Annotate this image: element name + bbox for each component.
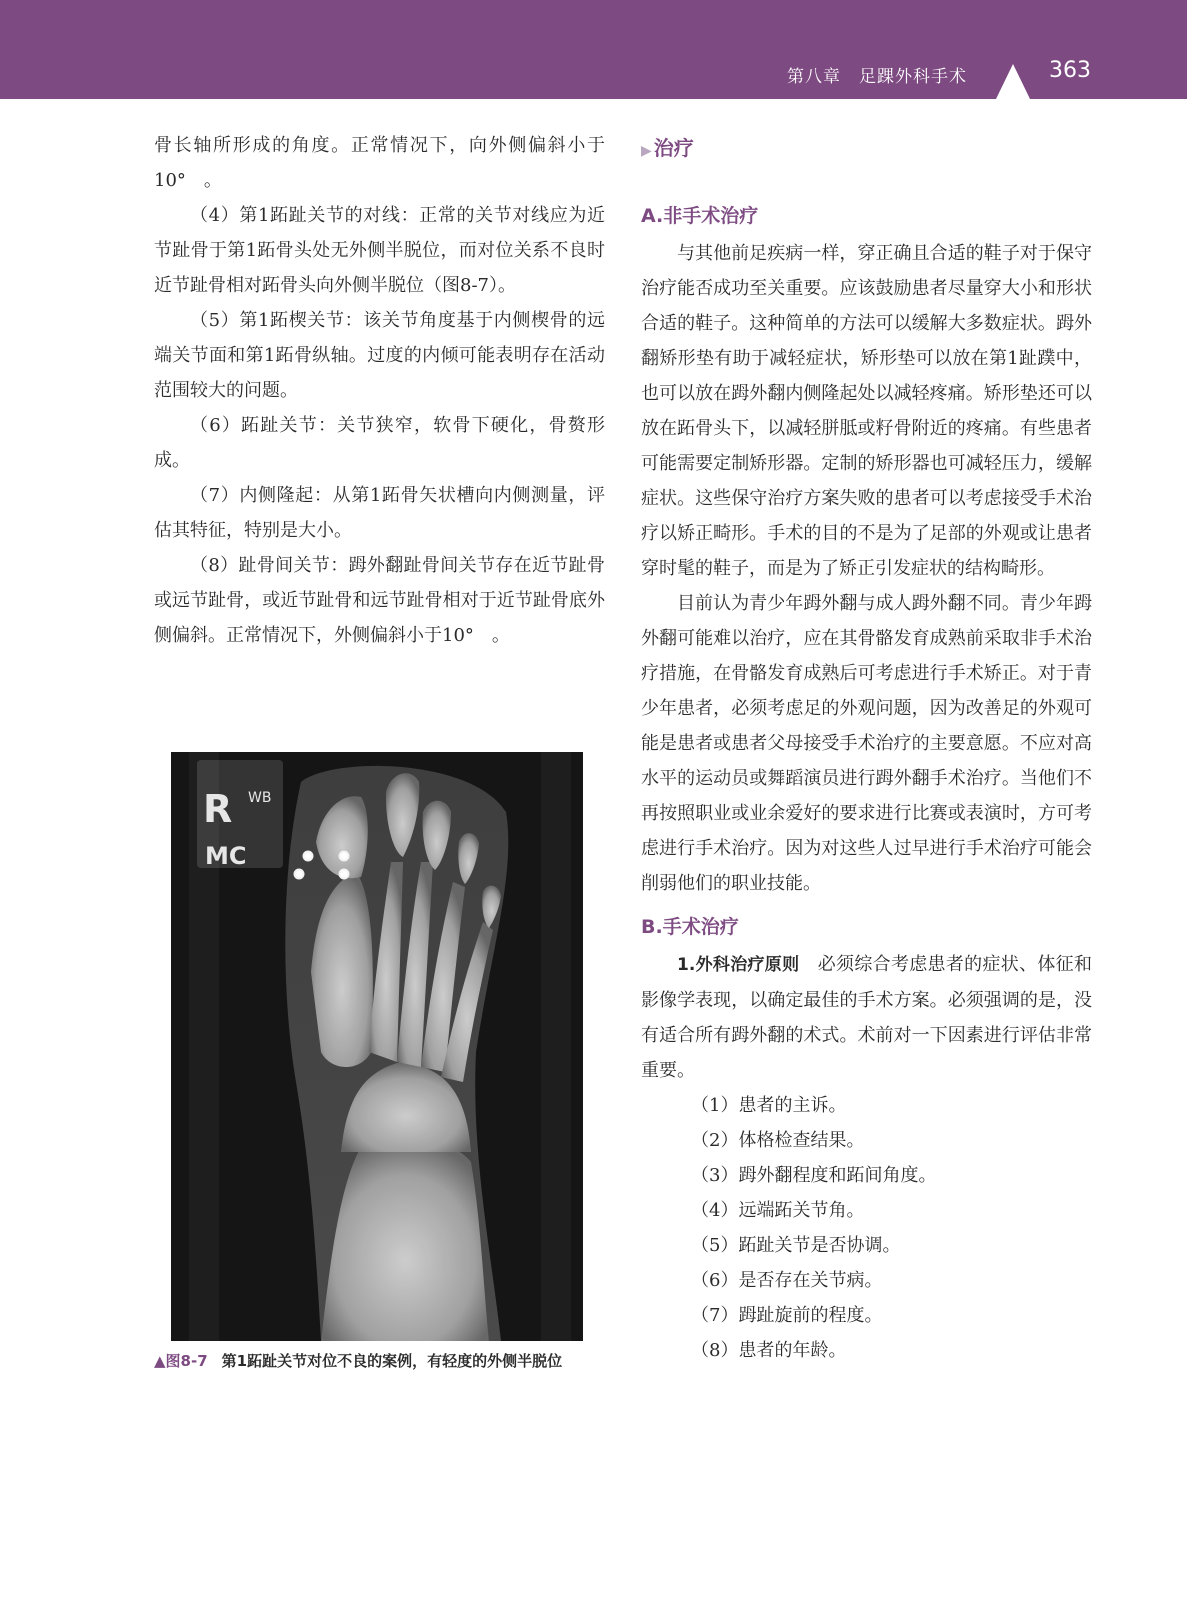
figure-caption xyxy=(154,1350,605,1373)
body-paragraph: （8）趾骨间关节：𧿹外翻趾骨间关节存在近节趾骨或远节趾骨，或近节趾骨和远节趾骨相对于近节趾骨底外侧偏斜。正常情况下，外侧偏斜小于10° 。 xyxy=(154,555,605,646)
principle-paragraph xyxy=(641,947,1092,1088)
body-paragraph: 目前认为青少年𧿹外翻与成人𧿹外翻不同。青少年𧿹外翻可能难以治疗，应在其骨骼发育成熟前采取非手术治疗措施，在骨骼发育成熟后可考虑进行手术矫正。对于青少年患者，必须考虑足的外观问题，因为改善足的外观可能是患者或患者父母接受手术治疗的主要意愿。不应对高水平的运动员或舞蹈演员进行𧿹外翻手术治疗。当他们不再按照职业或业余爱好的要求进行比赛或表演时，方可考虑进行手术治疗。因为对这些人过早进行手术治疗可能会削弱他们的职业技能。 xyxy=(641,593,1092,894)
section-marker-icon: ▶ xyxy=(641,143,652,159)
list-item: （4）远端跖关节角。 xyxy=(691,1200,865,1221)
list-item: （5）跖趾关节是否协调。 xyxy=(691,1235,901,1256)
body-paragraph: 与其他前足疾病一样，穿正确且合适的鞋子对于保守治疗能否成功至关重要。应该鼓励患者尽量穿大小和形状合适的鞋子。这种简单的方法可以缓解大多数症状。𧿹外翻矫形垫有助于减轻症状，矫形垫可以放在第1趾蹼中，也可以放在𧿹外翻内侧隆起处以减轻疼痛。矫形垫还可以放在跖骨头下，以减轻胼胝或籽骨附近的疼痛。有些患者可能需要定制矫形器。定制的矫形器也可减轻压力，缓解症状。这些保守治疗方案失败的患者可以考虑接受手术治疗以矫正畸形。手术的目的不是为了足部的外观或让患者穿时髦的鞋子，而是为了矫正引发症状的结构畸形。 xyxy=(641,243,1092,579)
right-column xyxy=(641,128,1092,1368)
body-paragraph: （4）第1跖趾关节的对线：正常的关节对线应为近节趾骨于第1跖骨头处无外侧半脱位，而对位关系不良时近节趾骨相对跖骨头向外侧半脱位（图8-7）。 xyxy=(154,205,605,296)
list-item: （3）𧿹外翻程度和跖间角度。 xyxy=(691,1165,937,1186)
left-column xyxy=(154,128,605,653)
xray-marker-r: R xyxy=(203,787,233,831)
subsection-title-nonsurgical: A.非手术治疗 xyxy=(641,205,759,227)
body-paragraph: （5）第1跖楔关节：该关节角度基于内侧楔骨的远端关节面和第1跖骨纵轴。过度的内倾可能表明存在活动范围较大的问题。 xyxy=(154,310,605,401)
figure-caption-label: ▲图8-7 xyxy=(154,1352,208,1370)
header-triangle-icon xyxy=(996,64,1030,99)
page-number: 363 xyxy=(1049,58,1091,83)
foot-xray-image xyxy=(171,752,583,1341)
chapter-title: 第八章 足踝外科手术 xyxy=(787,67,967,87)
figure-caption-text: 第1跖趾关节对位不良的案例，有轻度的外侧半脱位 xyxy=(221,1352,563,1370)
body-paragraph: （6）跖趾关节：关节狭窄，软骨下硬化，骨赘形成。 xyxy=(154,415,605,471)
principle-text: 必须综合考虑患者的症状、体征和影像学表现，以确定最佳的手术方案。必须强调的是，没有适合所有𧿹外翻的术式。术前对一下因素进行评估非常重要。 xyxy=(641,954,1092,1081)
xray-marker-wb: WB xyxy=(248,790,272,806)
list-item: （7）𧿹趾旋前的程度。 xyxy=(691,1305,883,1326)
section-title-text: 治疗 xyxy=(653,136,694,160)
list-item: （1）患者的主诉。 xyxy=(691,1095,847,1116)
chapter-header-bar xyxy=(0,0,1187,99)
xray-marker-mc: MC xyxy=(205,842,247,870)
list-item: （6）是否存在关节病。 xyxy=(691,1270,883,1291)
body-paragraph: （7）内侧隆起：从第1跖骨矢状槽向内侧测量，评估其特征，特别是大小。 xyxy=(154,485,605,541)
section-title-treatment xyxy=(641,128,1092,198)
list-item: （2）体格检查结果。 xyxy=(691,1130,865,1151)
body-paragraph: 骨长轴所形成的角度。正常情况下，向外侧偏斜小于10° 。 xyxy=(154,135,605,191)
principle-lead: 1.外科治疗原则 xyxy=(677,955,800,975)
list-item: （8）患者的年龄。 xyxy=(691,1340,847,1361)
subsection-title-surgical: B.手术治疗 xyxy=(641,916,739,938)
xray-illustration xyxy=(171,752,583,1341)
assessment-factor-list xyxy=(641,1088,1092,1368)
